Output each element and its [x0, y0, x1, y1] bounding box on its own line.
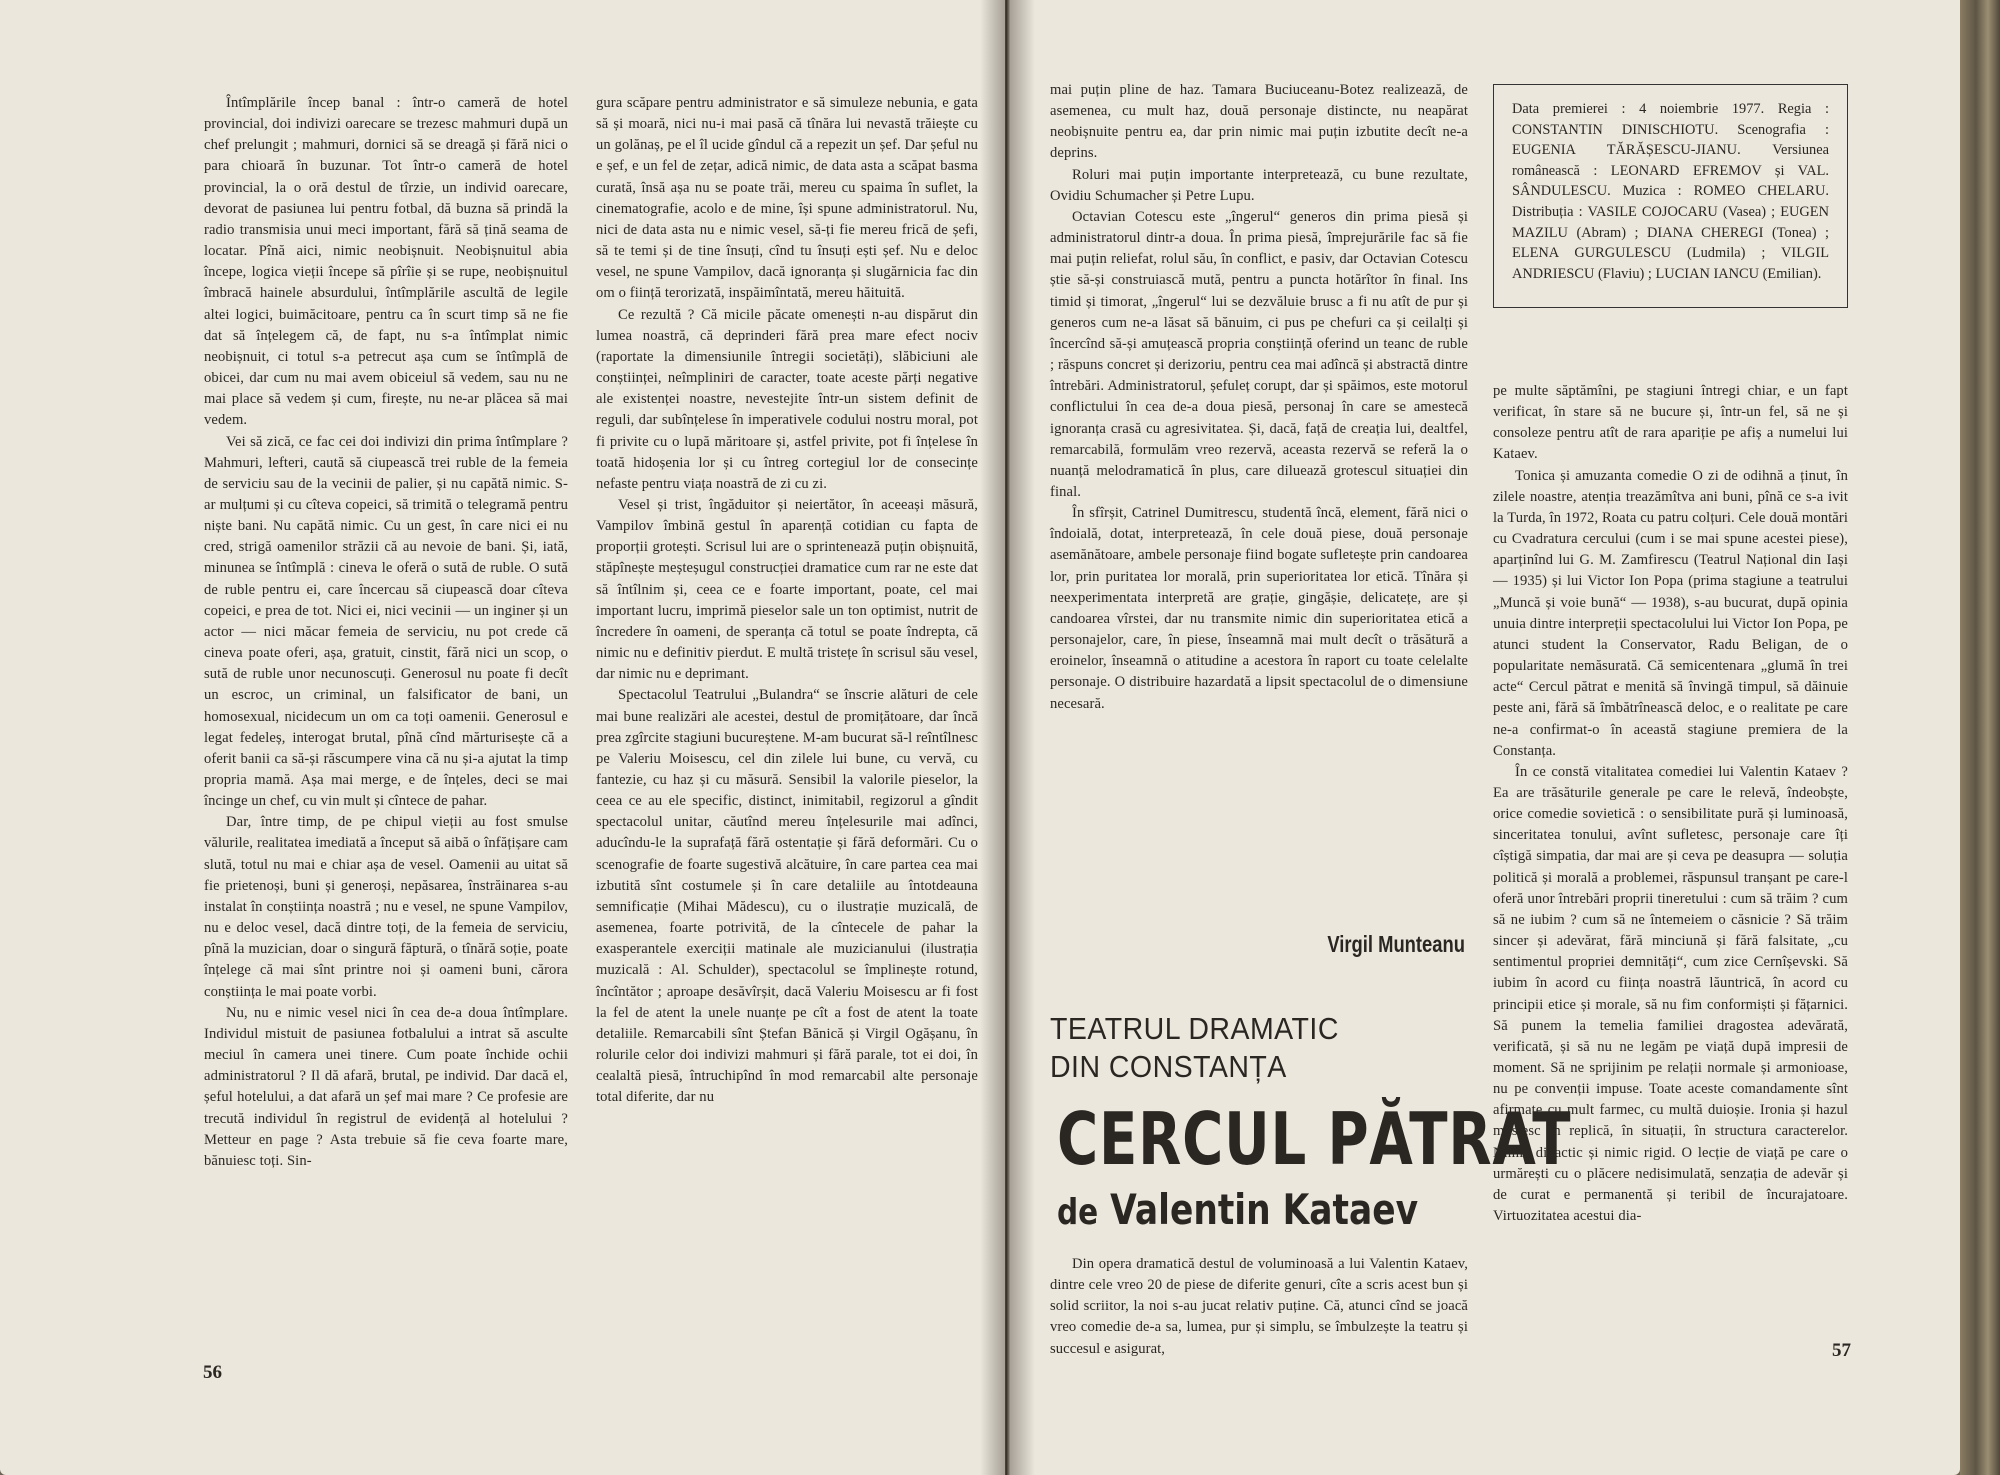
- page-number-right: 57: [1832, 1340, 1851, 1361]
- left-column-1: [204, 93, 568, 1172]
- paragraph: Nu, nu e nimic vesel nici în cea de-a doua întîmplare. Individul mistuit de pasiunea fotbalului a intrat să asculte meciul în camera unei tinere. Cum poate închide ochii administratorul ? Il dă afară, brutal, pe individ. Dar dacă el, șeful hotelului, a dat afară un șef mai mare ? Ce profesie are trecută individul în registrul de evidență al hotelului ? Metteur en page ? Asta trebuie să fie ceva foarte mare, bănuiesc toți. Sin-: [204, 1004, 568, 1169]
- paragraph: Spectacolul Teatrului „Bulandra“ se înscrie alături de cele mai bune realizări ale acestei, destul de promițătoare, dar încă prea zgîrcite stagiuni bucureștene. M-am bucurat să-l reîntîlnesc pe Valeriu Moisescu, cel din zilele lui bune, cu vervă, cu fantezie, cu haz și cu măsură. Sensibil la valorile pieselor, la ceea ce au ele specific, distinct, inimitabil, regizorul a gîndit spectacolul unitar, căutînd mereu înțelesurile mai adînci, aducîndu-le la suprafață fără ostentație și fără deformări. Cu o scenografie de foarte sugestivă alcătuire, în care partea cea mai izbutită sînt costumele și în care detaliile au întotdeauna semnificație (Mihai Mădescu), cu o ilustrație muzicală, de asemenea, foarte potrivită, de la cîntecele de pahar la exasperantele exerciții matinale ale muzicianului (ilustrația muzicală : Al. Schulder), spectacolul se împlinește rotund, încîntător ; aproape desăvîrșit, dacă Valeriu Moisescu ar fi fost la fel de atent la unele nuanțe pe cît a fost de atent la toate detaliile. Remarcabili sînt Ștefan Bănică și Virgil Ogășanu, în rolurile celor doi indivizi mahmuri și fără parale, tot ei doi, în cealaltă piesă, întruchipînd în mod remarcabil alte personaje total diferite, dar nu: [596, 687, 978, 1106]
- book-edge: [1960, 0, 2000, 1475]
- author-prefix: de: [1057, 1192, 1099, 1233]
- paragraph: Dar, între timp, de pe chipul vieții au fost smulse vălurile, realitatea imediată a început să aibă o înfățișare cam slută, totul nu mai e chiar așa de vesel. Oamenii au uitat să fie prietenoși, buni și generoși, nepăsarea, înstrăinarea s-au instalat în conștiința noastră ; nu e vesel, ne spune Vampilov, nu e deloc vesel, dacă dintre toți, de la femeia de serviciu, pînă la muzician, doar o singură făptură, o tînără soție, poate înțelege că mai sînt printre noi și oameni buni, cărora conștiința le mai poate vorbi.: [204, 814, 568, 1000]
- paragraph: Vei să zică, ce fac cei doi indivizi din prima întîmplare ? Mahmuri, lefteri, caută să ciupească trei ruble de la femeia de serviciu sau de la vecinii de palier, și nu capătă nimic. S-ar mulțumi și cu cîteva copeici, să trimită o telegramă pentru niște bani. Nu capătă nimic. Cu un gest, în care nici ei nu cred, strigă oamenilor străzii că au nevoie de bani. Și, iată, minunea se întîmplă : cineva le oferă o sută de ruble. O sută de ruble pentru ei, care încercau să ciupească doar cîteva copeici, e prea de tot. Nici ei, nici vecinii — un inginer și un actor — nici măcar femeia de serviciu, nu pot crede că cineva poate oferi, așa, gratuit, cinstit, fără nici un scop, o sută de ruble unor necunoscuți. Generosul nu poate fi decît un escroc, un criminal, un falsificator de bani, un homosexual, nicidecum un om ca toți oamenii. Generosul e legat fedeleș, interogat brutal, pînă cînd mărturisește că a oferit banii ca să-și răscumpere vina că nu și-a ajutat la timp propria mamă. Așa mai merge, e de înțeles, deci se mai încinge un chef, cu vin mult și cîntece de pahar.: [204, 433, 568, 810]
- credits-text: Data premierei : 4 noiembrie 1977. Regia : CONSTANTIN DINISCHIOTU. Scenografia : EUGENIA TĂRĂȘESCU-JIANU. Versiunea românească : LEONARD EFREMOV și VAL. SÂNDULESCU. Muzica : ROMEO CHELARU. Distribuția : VASILE COJOCARU (Vasea) ; EUGEN MAZILU (Abram) ; DIANA CHEREGI (Tonea) ; ELENA GURGULESCU (Ludmila) ; VILGIL ANDRIESCU (Flaviu) ; LUCIAN IANCU (Emilian).: [1512, 101, 1829, 282]
- page-number-left: 56: [203, 1362, 222, 1383]
- section-heading: [1050, 1010, 1339, 1086]
- premiere-credits-box: [1493, 84, 1848, 308]
- right-column-1-bottom: [1050, 1254, 1468, 1360]
- paragraph: mai puțin pline de haz. Tamara Buciuceanu-Botez realizează, de asemenea, cu mult haz, două personaje distincte, nu neapărat neobișnuite pentru ea, dar prin nimic mai puțin izbutite decît ne-a deprins.: [1050, 82, 1468, 162]
- author-name: Valentin Kataev: [1110, 1185, 1419, 1234]
- paragraph: În ce constă vitalitatea comediei lui Valentin Kataev ? Ea are trăsăturile generale pe care le relevă, îndeobște, orice comedie sovietică : o sensibilitate pură și luminoasă, sinceritatea tonului, avînt sufletesc, personaje care îți cîștigă simpatia, dar mai are și ceva pe deasupra — soluția politică și morală a problemei, răspunsul tranșant pe care-l oferă unor întrebări proprii tineretului : cum să trăim ? cum să ne iubim ? cum să ne întemeiem o căsnicie ? Să trăim sincer și adevărat, fără minciună și fără falsitate, „cu sentimentul propriei demnități“, cum zice Cernîșevski. Să iubim în acord cu ființa noastră lăuntrică, în acord cu principii etice și morale, să nu fim conformiști și fățarnici. Să punem la temelia familiei dragostea adevărată, verificată, și să nu ne legăm pe viață după impresii de moment. Să ne sprijinim pe relații normale și armonioase, nu pe convenții impuse. Toate aceste comandamente sînt afirmate cu mult farmec, cu multă duioșie. Ironia și hazul mustesc în replică, în situații, în structura caracterelor. Nimic didactic și nimic rigid. O lecție de viață pe care o urmărești cu o plăcere nedisimulată, senzația de adevăr și de curat e permanentă și teribil de încurajatoare. Virtuozitatea acestui dia-: [1493, 763, 1848, 1225]
- paragraph: Vesel și trist, îngăduitor și neiertător, în aceeași măsură, Vampilov îmbină gestul în aparență cotidian cu fapta de proporții grotești. Scrisul lui are o sprintenează puțin obișnuită, stăpînește meșteșugul construcției dramatice cum rar ne este dat să întîlnim și, ceea ce e foarte important, poate, cel mai important lucru, imprimă pieselor sale un ton optimist, nutrit de încredere în oameni, de speranța că totul se poate îndrepta, că nimic nu e definitiv pierdut. E multă tristețe în scrisul său vesel, dar nimic nu e deprimant.: [596, 496, 978, 683]
- paragraph: Întîmplările încep banal : într-o cameră de hotel provincial, doi indivizi oarecare se trezesc mahmuri după un chef prelungit ; mahmuri, dornici să se dreagă și fără nici o para chioară în buzunar. Tot într-o cameră de hotel provincial, la o oră destul de tîrzie, un individ oarecare, devorat de pasiunea lui pentru fotbal, dă buzna să prindă la radio transmisia unui meci important, fără să țină seama de locatar. Pînă aici, nimic neobișnuit. Neobișnuitul abia începe, logica vieții începe să pîrîie și se rupe, neobișnuitul îmbracă hainele absurdului, întîmplările ascultă de legile altei logici, buimăcitoare, pentru ca în scurt timp să ne fie dat să înțelegem că, de fapt, nu s-a întîmplat nimic neobișnuit, ci totul s-a petrecut așa cum se întîmplă de obicei, dar cum nu mai avem obiceiul să vedem, sau nu ne mai place să vedem și cum, firește, nu ne-ar plăcea să mai vedem.: [204, 95, 568, 429]
- author-signature: Virgil Munteanu: [1327, 931, 1465, 957]
- left-column-2: [596, 93, 978, 1109]
- paragraph: Octavian Cotescu este „îngerul“ generos din prima piesă și administratorul dintr-a doua. În prima piesă, împrejurările fac să fie mai puțin reliefat, rolul său, în conflict, e pasiv, dar Octavian Cotescu știe să-și construiască mută, pentru a puncta hotărîtor în final. Ins timid și timorat, „îngerul“ lui se dezvăluie brusc a fi nu atît de pur și generos cum ne-a lăsat să bănuim, ci pus pe chefuri ca și ceilalți și încercînd să-și amuțească propria conștiință oferind un teanc de ruble ; răspuns concret și derizoriu, pentru cea mai adîncă și abstractă dintre întrebări. Administratorul, șefuleț corupt, dar și spăimos, este motorul conflictului în cea de-a doua piesă, personaj în care se amestecă ignoranța crasă cu agresivitatea. Și, dacă, față de creația lui, dealtfel, remarcabilă, formulăm vreo rezervă, aceasta rezervă se referă la o nuanță melodramatică în plus, care diluează grotescul situației din final.: [1050, 208, 1468, 500]
- paragraph: Din opera dramatică destul de voluminoasă a lui Valentin Kataev, dintre cele vreo 20 de piese de diferite genuri, cîte a scris acest bun și solid scriitor, la noi s-au jucat relativ puține. Că, atunci cînd se joacă vreo comedie de-a sa, lumea, pur și simplu, se îmbulzește la teatru și succesul e asigurat,: [1050, 1256, 1468, 1357]
- section-heading-line-2: DIN CONSTANȚA: [1050, 1049, 1287, 1084]
- paragraph: pe multe săptămîni, pe stagiuni întregi chiar, e un fapt verificat, în stare să ne bucure și, într-un fel, să ne și consoleze pentru atît de rara apariție pe afiș a numelui lui Kataev.: [1493, 383, 1848, 463]
- play-title: CERCUL PĂTRAT: [1057, 1097, 1572, 1181]
- paragraph: În sfîrșit, Catrinel Dumitrescu, studentă încă, element, fără nici o îndoială, dotat, interpretează, în cele două piese, două personaje asemănătoare, ambele personaje fiind bogate sufletește prin candoarea lor, prin puritatea lor morală, prin superioritatea lor etică. Tînăra și neexperimentata interpretă are grație, gingășie, delicatețe, are și candoarea vîrstei, dar nu transmite nimic din superioritatea etică a personajelor, care, în piese, înseamnă mai mult decît o trăsătură a eroinelor, înseamnă o atitudine a acestora în raport cu toate celelalte personaje. O distribuire hazardată a lipsit spectacolul de o dimensiune necesară.: [1050, 505, 1468, 712]
- section-heading-line-1: TEATRUL DRAMATIC: [1050, 1011, 1339, 1046]
- paragraph: gura scăpare pentru administrator e să simuleze nebunia, e gata să și moară, nici nu-i mai pasă că tînăra lui nevastă trăiește cu un golănaș, pe el îl ucide gîndul că a repezit un șef. Dar șeful nu e șef, e un fel de zețar, adică nimic, de data asta a scăpat basma curată, însă așa nu se poate trăi, mereu cu spaima în suflet, la cinematografie, acolo e de mine, își spune administratorul. Nu, nici de data asta nu e nimic vesel, să-ți fie mereu frică de șefi, să te temi și de tine însuți, cînd tu însuți ești șef. Nu e deloc vesel, ne spune Vampilov, dacă ignoranța și slugărnicia fac din om o ființă terorizată, inspăimîntată, mereu hăituită.: [596, 95, 978, 302]
- play-author: [1057, 1187, 1418, 1236]
- paragraph: Ce rezultă ? Că micile păcate omenești n-au dispărut din lumea noastră, că deprinderi fără prea mare efect nociv (raportate la dimensiunile întregii societăți), slăbiciuni ale conștiinței, neîmpliniri de caracter, toate aceste părți negative ale existenței noastre, nevestejite într-un sistem definit de reguli, dar subînțelese în imperativele codului nostru moral, pot fi privite cu o lupă măritoare și, astfel privite, pot fi înțelese în toată hidoșenia lor și cu întreg cortegiul lor de consecințe nefaste pentru viața noastră de zi cu zi.: [596, 306, 978, 492]
- right-column-1-top: [1050, 80, 1468, 715]
- paragraph: Roluri mai puțin importante interpretează, cu bune rezultate, Ovidiu Schumacher și Petre Lupu.: [1050, 166, 1468, 204]
- paragraph: Tonica și amuzanta comedie O zi de odihnă a ținut, în zilele noastre, atenția treazămîtva ani buni, pînă ce s-a ivit la Turda, în 1972, Roata cu patru colțuri. Cele două montări cu Cvadratura cercului (cum i se mai spune acestei piese), aparținînd lui G. M. Zamfirescu (Teatrul Național din Iași — 1935) și lui Victor Ion Popa (prima stagiune a teatrului „Muncă și voie bună“ — 1938), s-au bucurat, după opinia unuia dintre interpreții spectacolului lui Victor Ion Popa, pe atunci student la Conservator, Radu Beligan, de o popularitate nemăsurată. Că semicentenara „glumă în trei acte“ Cercul pătrat e menită să învingă timpul, să dăinuie peste ani, fără să îmbătrînească deloc, e o realitate pe care ne-a confirmat-o în această stagiune premiera de la Constanța.: [1493, 467, 1848, 759]
